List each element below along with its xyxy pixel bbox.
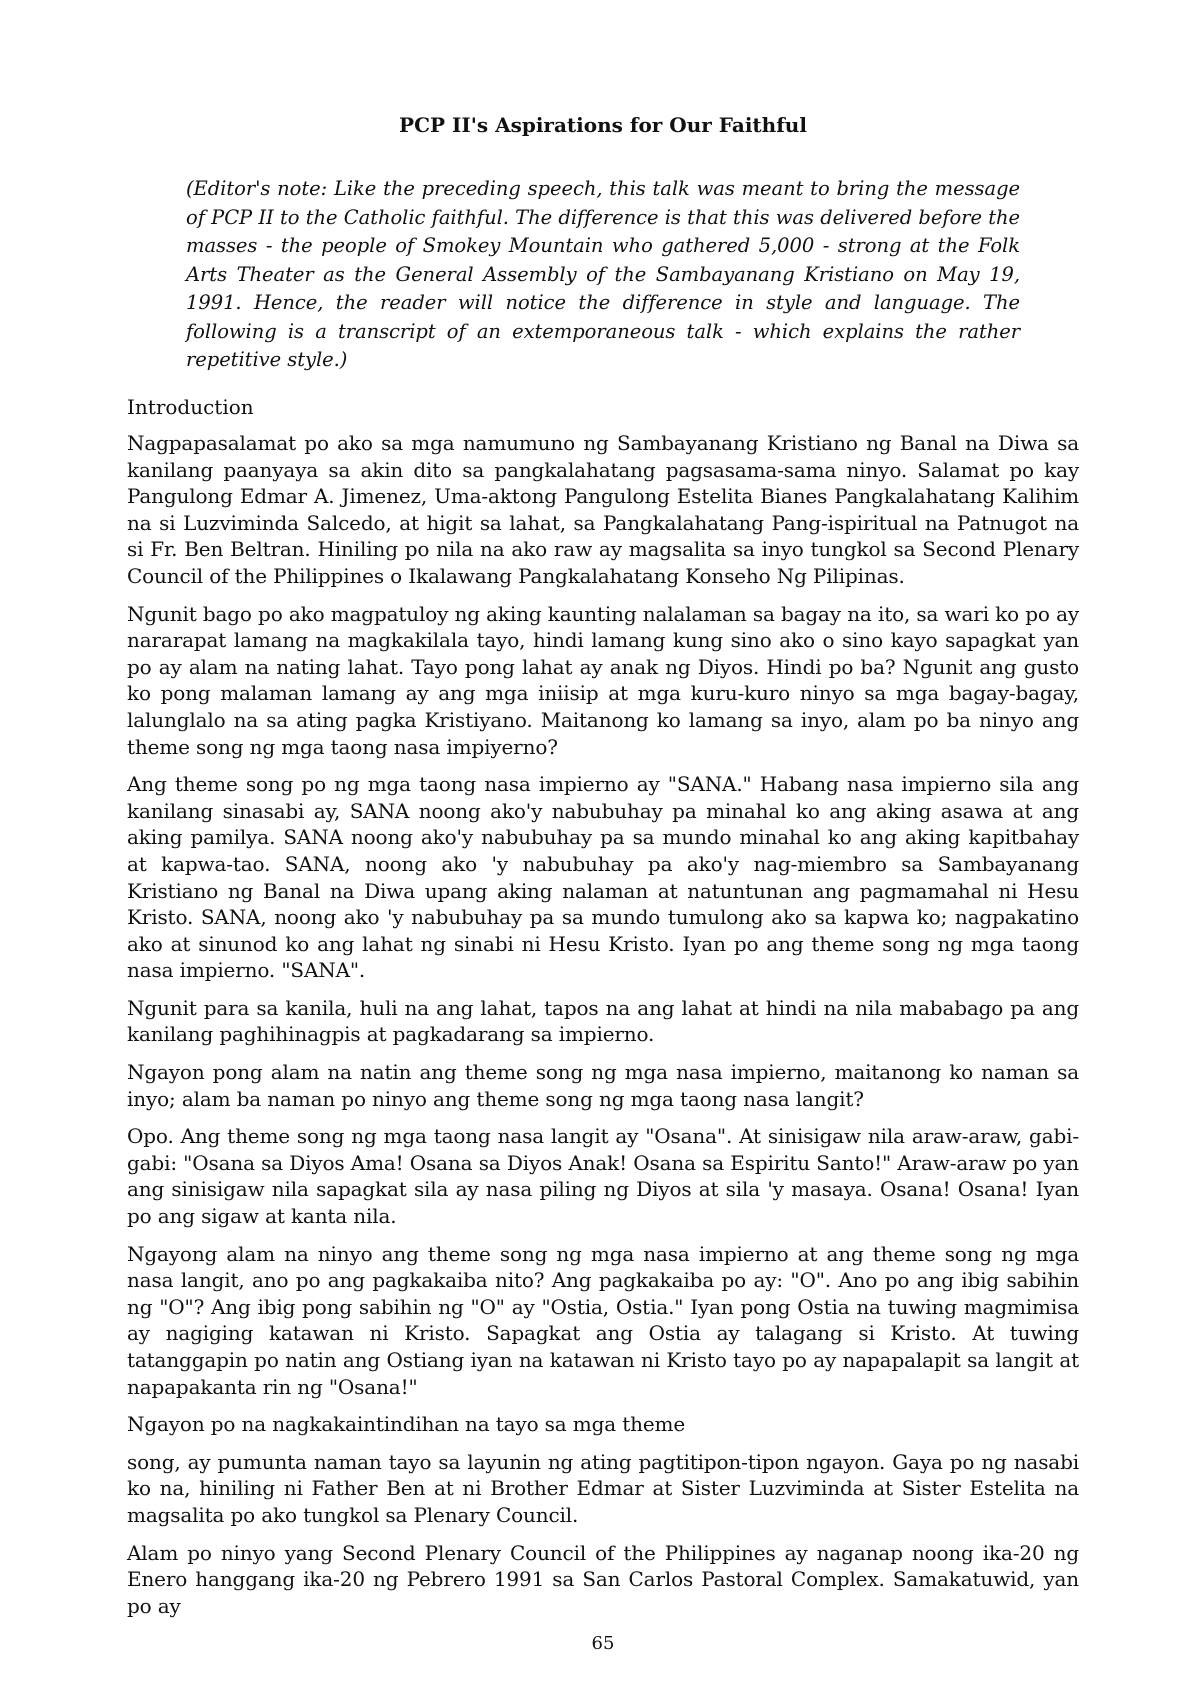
body-text [127, 430, 1079, 1630]
document-page [127, 0, 1079, 1684]
paragraph: Ngayon pong alam na natin ang theme song ng mga nasa impierno, maitanong ko naman sa inyo; alam ba naman po ninyo ang theme song ng mga taong nasa langit? [127, 1060, 1079, 1111]
page-number: 65 [591, 1633, 615, 1654]
paragraph: Ngayong alam na ninyo ang theme song ng mga nasa impierno at ang theme song ng mga nasa langit, ano po ang pagkakaiba nito? Ang pagkakaiba po ay: "O". Ano po ang ibig sabihin ng "O"? Ang ibig pong sabihin ng "O" ay "Ostia, Ostia." Iyan pong Ostia na tuwing magmimisa ay nagiging katawan ni Kristo. Sapagkat ang Ostia ay talagang si Kristo. At tuwing tatanggapin po natin ang Ostiang iyan na katawan ni Kristo tayo po ay napapalapit sa langit at napapakanta rin ng "Osana!" [127, 1241, 1079, 1399]
editor-note: (Editor's note: Like the preceding speech, this talk was meant to bring the message of PCP II to the Catholic faithful. The difference is that this was delivered before the masses - the people of Smokey Mountain who gathered 5,000 - strong at the Folk Arts Theater as the General Assembly of the Sambayanang Kristiano on May 19, 1991. Hence, the reader will notice the difference in style and language. The following is a transcript of an extemporaneous talk - which explains the rather repetitive style.) [186, 177, 1020, 371]
paragraph: Ang theme song po ng mga taong nasa impierno ay "SANA." Habang nasa impierno sila ang kanilang sinasabi ay, SANA noong ako'y nabubuhay pa minahal ko ang aking asawa at ang aking pamilya. SANA noong ako'y nabubuhay pa sa mundo minahal ko ang aking kapitbahay at kapwa-tao. SANA, noong ako 'y nabubuhay pa ako'y nag-miembro sa Sambayanang Kristiano ng Banal na Diwa upang aking nalaman at natuntunan ang pagmamahal ni Hesu Kristo. SANA, noong ako 'y nabubuhay pa sa mundo tumulong ako sa kapwa ko; nagpakatino ako at sinunod ko ang lahat ng sinabi ni Hesu Kristo. Iyan po ang theme song ng mga taong nasa impierno. "SANA". [127, 772, 1079, 983]
paragraph: Opo. Ang theme song ng mga taong nasa langit ay "Osana". At sinisigaw nila araw-araw, gabi-gabi: "Osana sa Diyos Ama! Osana sa Diyos Anak! Osana sa Espiritu Santo!" Araw-araw po yan ang sinisigaw nila sapagkat sila ay nasa piling ng Diyos at sila 'y masaya. Osana! Osana! Iyan po ang sigaw at kanta nila. [127, 1124, 1079, 1229]
section-heading: Introduction [127, 395, 254, 419]
page-title: PCP II's Aspirations for Our Faithful [399, 113, 807, 137]
paragraph: Ngunit para sa kanila, huli na ang lahat, tapos na ang lahat at hindi na nila mababago pa ang kanilang paghihinagpis at pagkadarang sa impierno. [127, 995, 1079, 1047]
paragraph: Ngunit bago po ako magpatuloy ng aking kaunting nalalaman sa bagay na ito, sa wari ko po ay nararapat lamang na magkakilala tayo, hindi lamang kung sino ako o sino kayo sapagkat yan po ay alam na nating lahat. Tayo pong lahat ay anak ng Diyos. Hindi po ba? Ngunit ang gusto ko pong malaman lamang ay ang mga iniisip at mga kuru-kuro ninyo sa mga bagay-bagay, lalunglalo na sa ating pagka Kristiyano. Maitanong ko lamang sa inyo, alam po ba ninyo ang theme song ng mga taong nasa impiyerno? [127, 601, 1079, 759]
paragraph: song, ay pumunta naman tayo sa layunin ng ating pagtitipon-tipon ngayon. Gaya po ng nasabi ko na, hiniling ni Father Ben at ni Brother Edmar at Sister Luzviminda at Sister Estelita na magsalita po ako tungkol sa Plenary Council. [127, 1449, 1079, 1527]
paragraph: Alam po ninyo yang Second Plenary Council of the Philippines ay naganap noong ika-20 ng Enero hanggang ika-20 ng Pebrero 1991 sa San Carlos Pastoral Complex. Samakatuwid, yan po ay [127, 1540, 1079, 1618]
paragraph: Nagpapasalamat po ako sa mga namumuno ng Sambayanang Kristiano ng Banal na Diwa sa kanilang paanyaya sa akin dito sa pangkalahatang pagsasama-sama ninyo. Salamat po kay Pangulong Edmar A. Jimenez, Uma-aktong Pangulong Estelita Bianes Pangkalahatang Kalihim na si Luzviminda Salcedo, at higit sa lahat, sa Pangkalahatang Pang-ispiritual na Patnugot na si Fr. Ben Beltran. Hiniling po nila na ako raw ay magsalita sa inyo tungkol sa Second Plenary Council of the Philippines o Ikalawang Pangkalahatang Konseho Ng Pilipinas. [127, 431, 1079, 588]
paragraph: Ngayon po na nagkakaintindihan na tayo sa mga theme [127, 1412, 686, 1437]
